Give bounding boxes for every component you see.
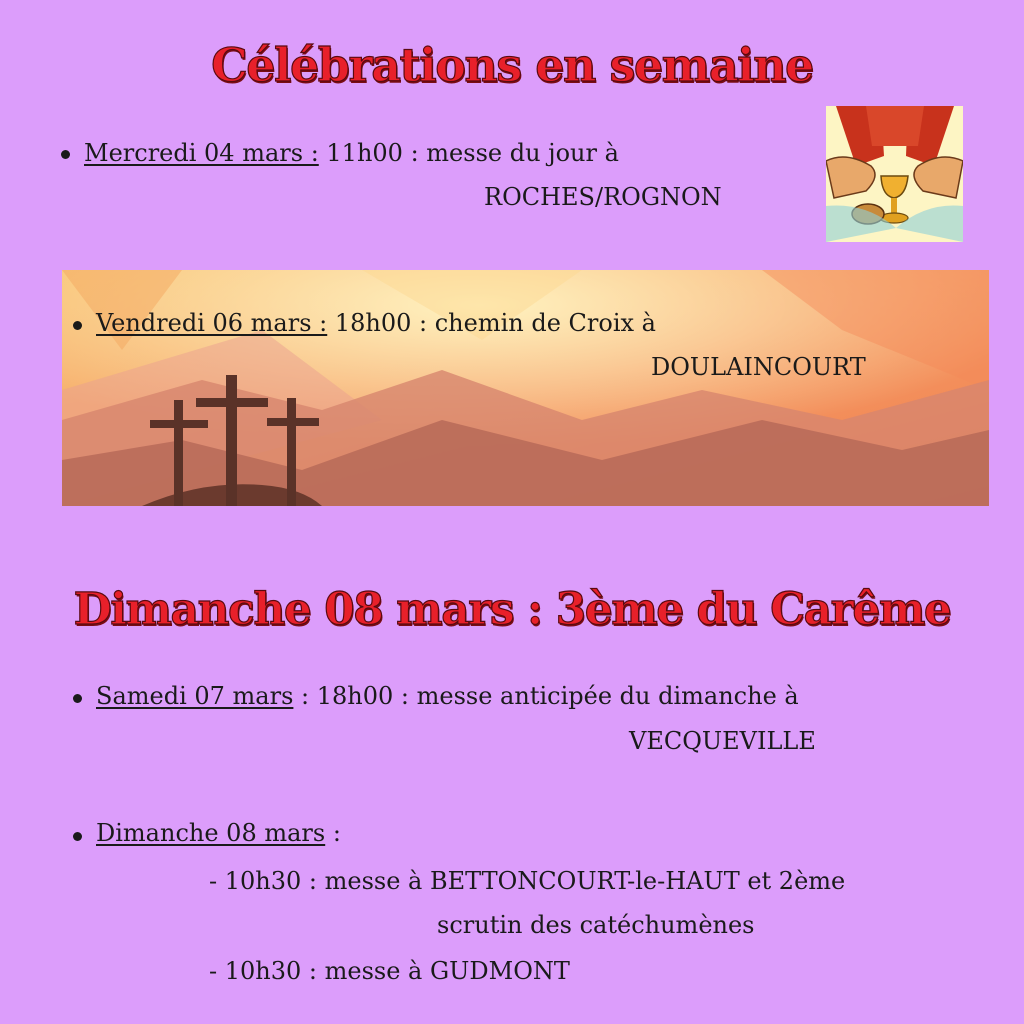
item-details: 11h00 : messe du jour à <box>318 139 619 167</box>
item-day: Mercredi 04 mars : <box>84 139 319 167</box>
item-details: : <box>325 819 341 847</box>
bullet <box>73 321 82 330</box>
eucharist-illustration <box>826 106 963 242</box>
three-crosses-icon <box>62 270 989 506</box>
list-item-samedi <box>96 681 799 711</box>
item-day: Samedi 07 mars <box>96 682 294 710</box>
mass-line-bettoncourt: - 10h30 : messe à BETTONCOURT-le-HAUT et 2ème <box>209 867 846 895</box>
crosses-banner <box>62 270 989 506</box>
item-place: DOULAINCOURT <box>651 353 866 381</box>
mass-line-gudmont: - 10h30 : messe à GUDMONT <box>209 957 570 985</box>
list-item-vendredi <box>96 308 656 338</box>
item-details: 18h00 : chemin de Croix à <box>327 309 656 337</box>
hands-bread-chalice-icon <box>826 106 963 242</box>
item-place: VECQUEVILLE <box>629 727 816 755</box>
bullet <box>73 832 82 841</box>
weekday-section-title: Célébrations en semaine <box>211 38 813 92</box>
list-item-mercredi <box>84 138 619 168</box>
item-day: Dimanche 08 mars <box>96 819 326 847</box>
item-day: Vendredi 06 mars : <box>96 309 328 337</box>
item-place: ROCHES/ROGNON <box>484 183 722 211</box>
bullet <box>61 150 70 159</box>
bullet <box>73 694 82 703</box>
sunday-section-title: Dimanche 08 mars : 3ème du Carême <box>73 584 951 635</box>
item-details: : 18h00 : messe anticipée du dimanche à <box>293 682 799 710</box>
list-item-dimanche <box>96 818 341 848</box>
mass-line-scrutin: scrutin des catéchumènes <box>437 911 755 939</box>
